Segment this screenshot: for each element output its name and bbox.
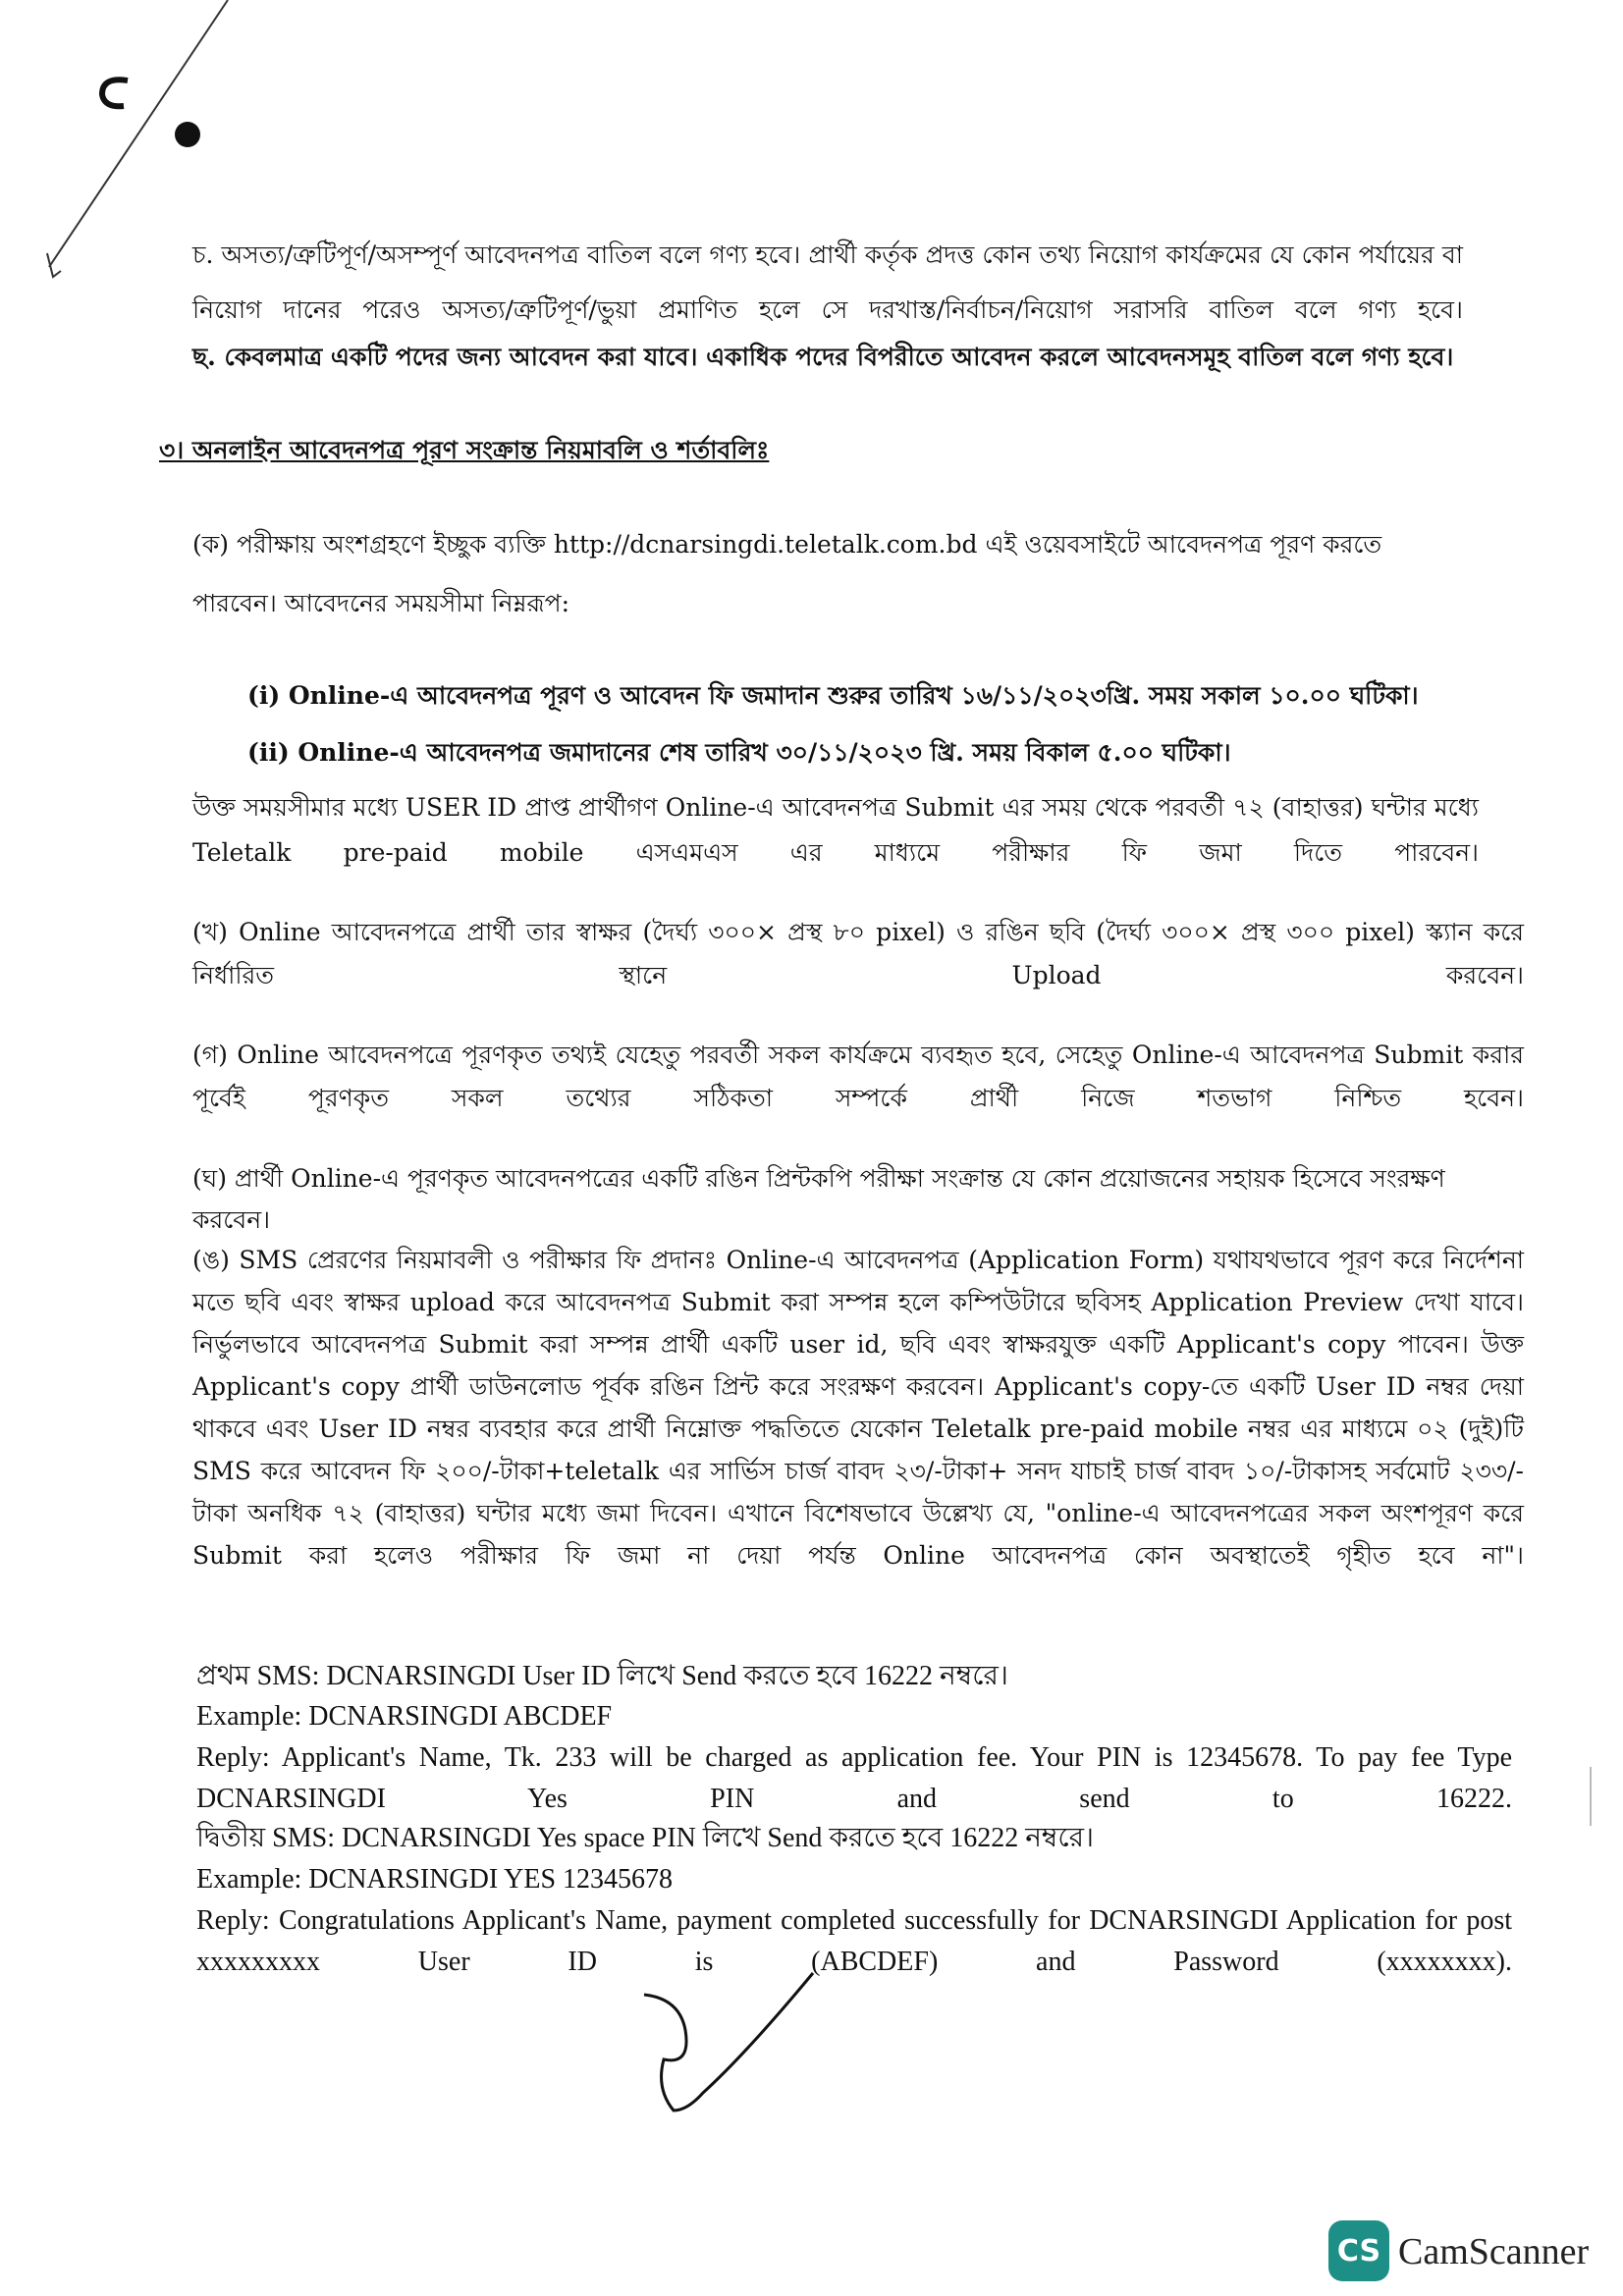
clause-kha: (খ) Online আবেদনপত্রে প্রার্থী তার স্বাক্ষর (দৈর্ঘ্য ৩০০× প্রস্থ ৮০ pixel) ও রঙিন ছবি (দৈর্ঘ্য ৩০০× প্রস্থ ৩০০ pixel) স্ক্যান করে নির্ধারিত স্থানে Upload করবেন। — [192, 918, 1524, 989]
signature — [644, 1973, 813, 2110]
sms-example-2: Example: DCNARSINGDI YES 12345678 — [196, 1864, 674, 1895]
sms-example-1: Example: DCNARSINGDI ABCDEF — [196, 1701, 613, 1732]
pen-tick — [47, 253, 61, 277]
clause-ga: (গ) Online আবেদনপত্রে পূরণকৃত তথ্যই যেহেতু পরবর্তী সকল কার্যক্রমে ব্যবহৃত হবে, সেহেতু Online-এ আবেদনপত্র Submit করার পূর্বেই পূরণকৃত সকল তথ্যের সঠিকতা সম্পর্কে প্রার্থী নিজে শতভাগ নিশ্চিত হবেন। — [192, 1041, 1524, 1112]
sms-second: দ্বিতীয় SMS: DCNARSINGDI Yes space PIN লিখে Send করতে হবে 16222 নম্বরে। — [196, 1823, 1095, 1853]
pen-mark-dot — [175, 122, 200, 147]
clause-gha: (ঘ) প্রার্থী Online-এ পূরণকৃত আবেদনপত্রের একটি রঙিন প্রিন্টকপি পরীক্ষা সংক্রান্ত যে কোন প্রয়োজনের সহায়ক হিসেবে সংরক্ষণ করবেন। — [192, 1164, 1445, 1234]
schedule-end: (ii) Online-এ আবেদনপত্র জমাদানের শেষ তারিখ ৩০/১১/২০২৩ খ্রি. সময় বিকাল ৫.০০ ঘটিকা। — [247, 738, 1231, 767]
rule-chha: ছ. কেবলমাত্র একটি পদের জন্য আবেদন করা যাবে। একাধিক পদের বিপরীতে আবেদন করলে আবেদনসমূহ বাতিল বলে গণ্য হবে। — [192, 343, 1454, 371]
sms-reply-2: Reply: Congratulations Applicant's Name, payment completed successfully for DCNARSINGDI Application for post xxxxxxxxx User ID is (ABCDEF) and Password (xxxxxxxx). — [196, 1905, 1512, 1977]
clause-ka: (ক) পরীক্ষায় অংশগ্রহণে ইচ্ছুক ব্যক্তি http://dcnarsingdi.teletalk.com.bd এই ওয়েবসাইটে আবেদনপত্র পূরণ করতে পারবেন। আবেদনের সময়সীমা নিম্নরূপ: — [192, 530, 1382, 617]
sms-reply-1: Reply: Applicant's Name, Tk. 233 will be charged as application fee. Your PIN is 12345678. To pay fee Type DCNARSINGDI Yes PIN and send to 16222. — [196, 1742, 1512, 1814]
pen-mark-c — [102, 80, 128, 106]
sms-first: প্রথম SMS: DCNARSINGDI User ID লিখে Send করতে হবে 16222 নম্বরে। — [196, 1661, 1008, 1691]
clause-uo: (ঙ) SMS প্রেরণের নিয়মাবলী ও পরীক্ষার ফি প্রদানঃ Online-এ আবেদনপত্র (Application Form) যথাযথভাবে পূরণ করে নির্দেশনা মতে ছবি এবং স্বাক্ষর upload করে আবেদনপত্র Submit করা সম্পন্ন হলে কম্পিউটারে ছবিসহ Application Preview দেখা যাবে। নির্ভুলভাবে আবেদনপত্র Submit করা সম্পন্ন প্রার্থী একটি user id, ছবি এবং স্বাক্ষরযুক্ত একটি Applicant's copy পাবেন। উক্ত Applicant's copy প্রার্থী ডাউনলোড পূর্বক রঙিন প্রিন্ট করে সংরক্ষণ করবেন। Applicant's copy-তে একটি User ID নম্বর দেয়া থাকবে এবং User ID নম্বর ব্যবহার করে প্রার্থী নিম্নোক্ত পদ্ধতিতে যেকোন Teletalk pre-paid mobile নম্বর এর মাধ্যমে ০২ (দুই)টি SMS করে আবেদন ফি ২০০/-টাকা+teletalk এর সার্ভিস চার্জ বাবদ ২৩/-টাকা+ সনদ যাচাই চার্জ বাবদ ১০/-টাকাসহ সর্বমোট ২৩৩/-টাকা অনধিক ৭২ (বাহাত্তর) ঘন্টার মধ্যে জমা দিবেন। এখানে বিশেষভাবে উল্লেখ্য যে, "online-এ আবেদনপত্রের সকল অংশপূরণ করে Submit করা হলেও পরীক্ষার ফি জমা না দেয়া পর্যন্ত Online আবেদনপত্র কোন অবস্থাতেই গৃহীত হবে না"। — [192, 1246, 1524, 1570]
rule-cha: চ. অসত্য/ত্রুটিপূর্ণ/অসম্পূর্ণ আবেদনপত্র বাতিল বলে গণ্য হবে। প্রার্থী কর্তৃক প্রদত্ত কোন তথ্য নিয়োগ কার্যক্রমের যে কোন পর্যায়ের বা নিয়োগ দানের পরেও অসত্য/ত্রুটিপূর্ণ/ভুয়া প্রমাণিত হলে সে দরখাস্ত/নির্বাচন/নিয়োগ সরাসরি বাতিল বলে গণ্য হবে। — [192, 240, 1463, 324]
schedule-note: উক্ত সময়সীমার মধ্যে USER ID প্রাপ্ত প্রার্থীগণ Online-এ আবেদনপত্র Submit এর সময় থেকে পরবর্তী ৭২ (বাহাত্তর) ঘন্টার মধ্যে Teletalk pre-paid mobile এসএমএস এর মাধ্যমে পরীক্ষার ফি জমা দিতে পারবেন। — [192, 793, 1479, 867]
schedule-start: (i) Online-এ আবেদনপত্র পূরণ ও আবেদন ফি জমাদান শুরুর তারিখ ১৬/১১/২০২৩খ্রি. সময় সকাল ১০.০০ ঘটিকা। — [247, 681, 1419, 710]
section-3-heading: ৩। অনলাইন আবেদনপত্র পূরণ সংক্রান্ত নিয়মাবলি ও শর্তাবলিঃ — [159, 436, 770, 464]
camscanner-logo-icon: CS — [1328, 2220, 1389, 2281]
camscanner-wordmark: CamScanner — [1398, 2231, 1590, 2272]
